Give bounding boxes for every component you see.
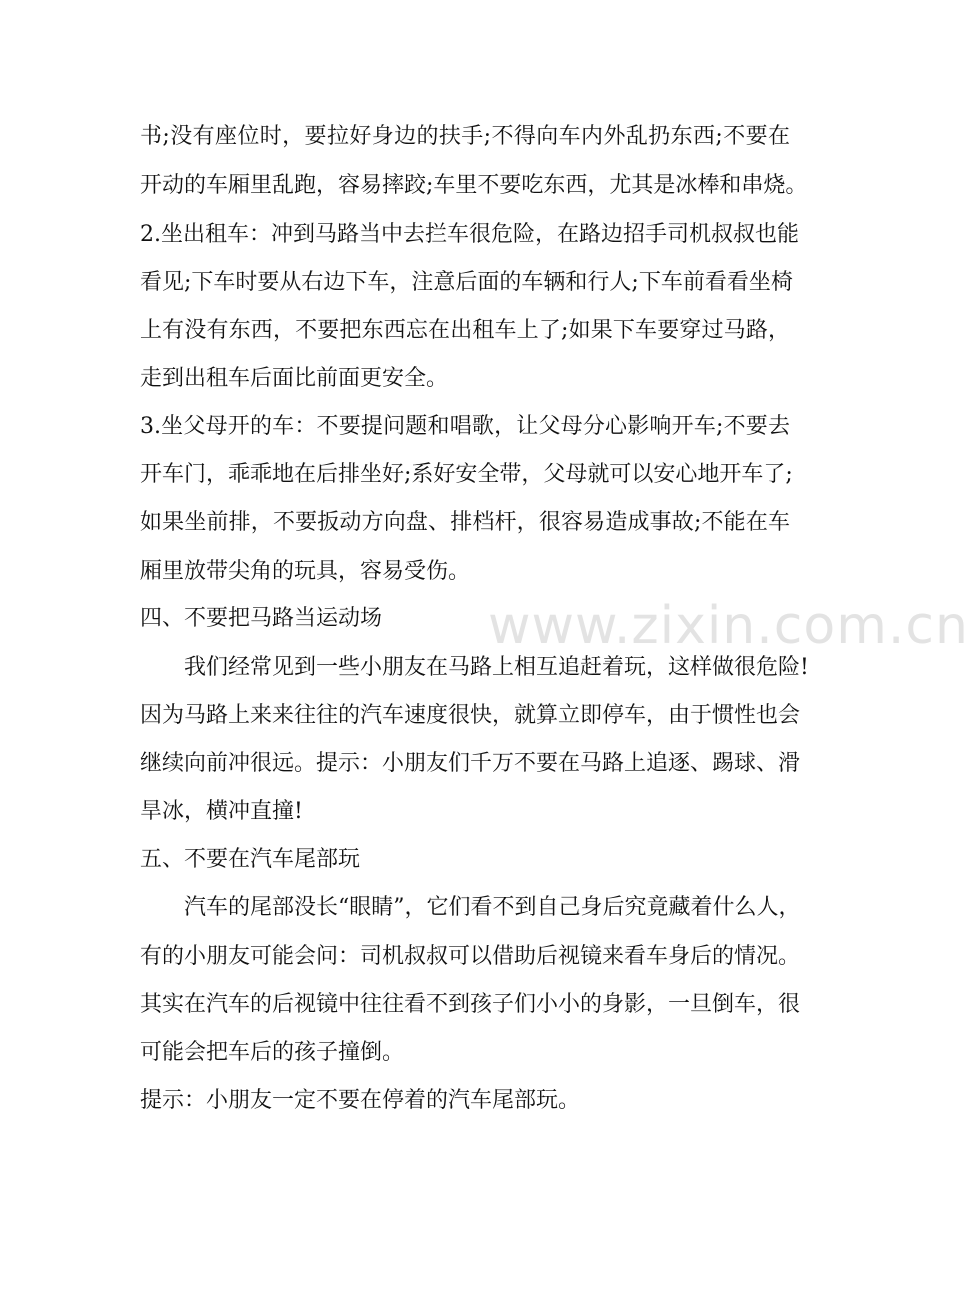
text-line: 看见;下车时要从右边下车，注意后面的车辆和行人;下车前看看坐椅 bbox=[140, 270, 793, 295]
text-line: 因为马路上来来往往的汽车速度很快，就算立即停车，由于惯性也会 bbox=[140, 703, 801, 728]
text-line: 走到出租车后面比前面更安全。 bbox=[140, 366, 449, 391]
text-line: 书;没有座位时，要拉好身边的扶手;不得向车内外乱扔东西;不要在 bbox=[140, 124, 790, 149]
text-line: 开车门，乖乖地在后排坐好;系好安全带，父母就可以安心地开车了; bbox=[140, 462, 793, 487]
text-line: 汽车的尾部没长“眼睛”，它们看不到自己身后究竟藏着什么人， bbox=[184, 895, 801, 920]
text-line: 有的小朋友可能会问：司机叔叔可以借助后视镜来看车身后的情况。 bbox=[140, 944, 801, 969]
text-line: 旱冰，横冲直撞! bbox=[140, 799, 303, 824]
text-line: 提示：小朋友一定不要在停着的汽车尾部玩。 bbox=[140, 1088, 581, 1113]
section-heading: 四、不要把马路当运动场 bbox=[140, 606, 383, 631]
text-line: 开动的车厢里乱跑，容易摔跤;车里不要吃东西，尤其是冰棒和串烧。 bbox=[140, 173, 808, 198]
text-line: 上有没有东西，不要把东西忘在出租车上了;如果下车要穿过马路， bbox=[140, 318, 790, 343]
text-line: 如果坐前排，不要扳动方向盘、排档杆，很容易造成事故;不能在车 bbox=[140, 510, 790, 535]
text-line: 3.坐父母开的车：不要提问题和唱歌，让父母分心影响开车;不要去 bbox=[140, 414, 790, 439]
text-line: 其实在汽车的后视镜中往往看不到孩子们小小的身影，一旦倒车，很 bbox=[140, 992, 801, 1017]
watermark-text: www.zixin.com.cn bbox=[488, 596, 969, 656]
text-line: 我们经常见到一些小朋友在马路上相互追赶着玩，这样做很危险! bbox=[184, 655, 809, 680]
text-line: 厢里放带尖角的玩具，容易受伤。 bbox=[140, 559, 471, 584]
text-line: 2.坐出租车：冲到马路当中去拦车很危险，在路边招手司机叔叔也能 bbox=[140, 222, 799, 247]
text-line: 继续向前冲很远。提示：小朋友们千万不要在马路上追逐、踢球、滑 bbox=[140, 751, 801, 776]
text-line: 可能会把车后的孩子撞倒。 bbox=[140, 1040, 405, 1065]
section-heading: 五、不要在汽车尾部玩 bbox=[140, 847, 361, 872]
